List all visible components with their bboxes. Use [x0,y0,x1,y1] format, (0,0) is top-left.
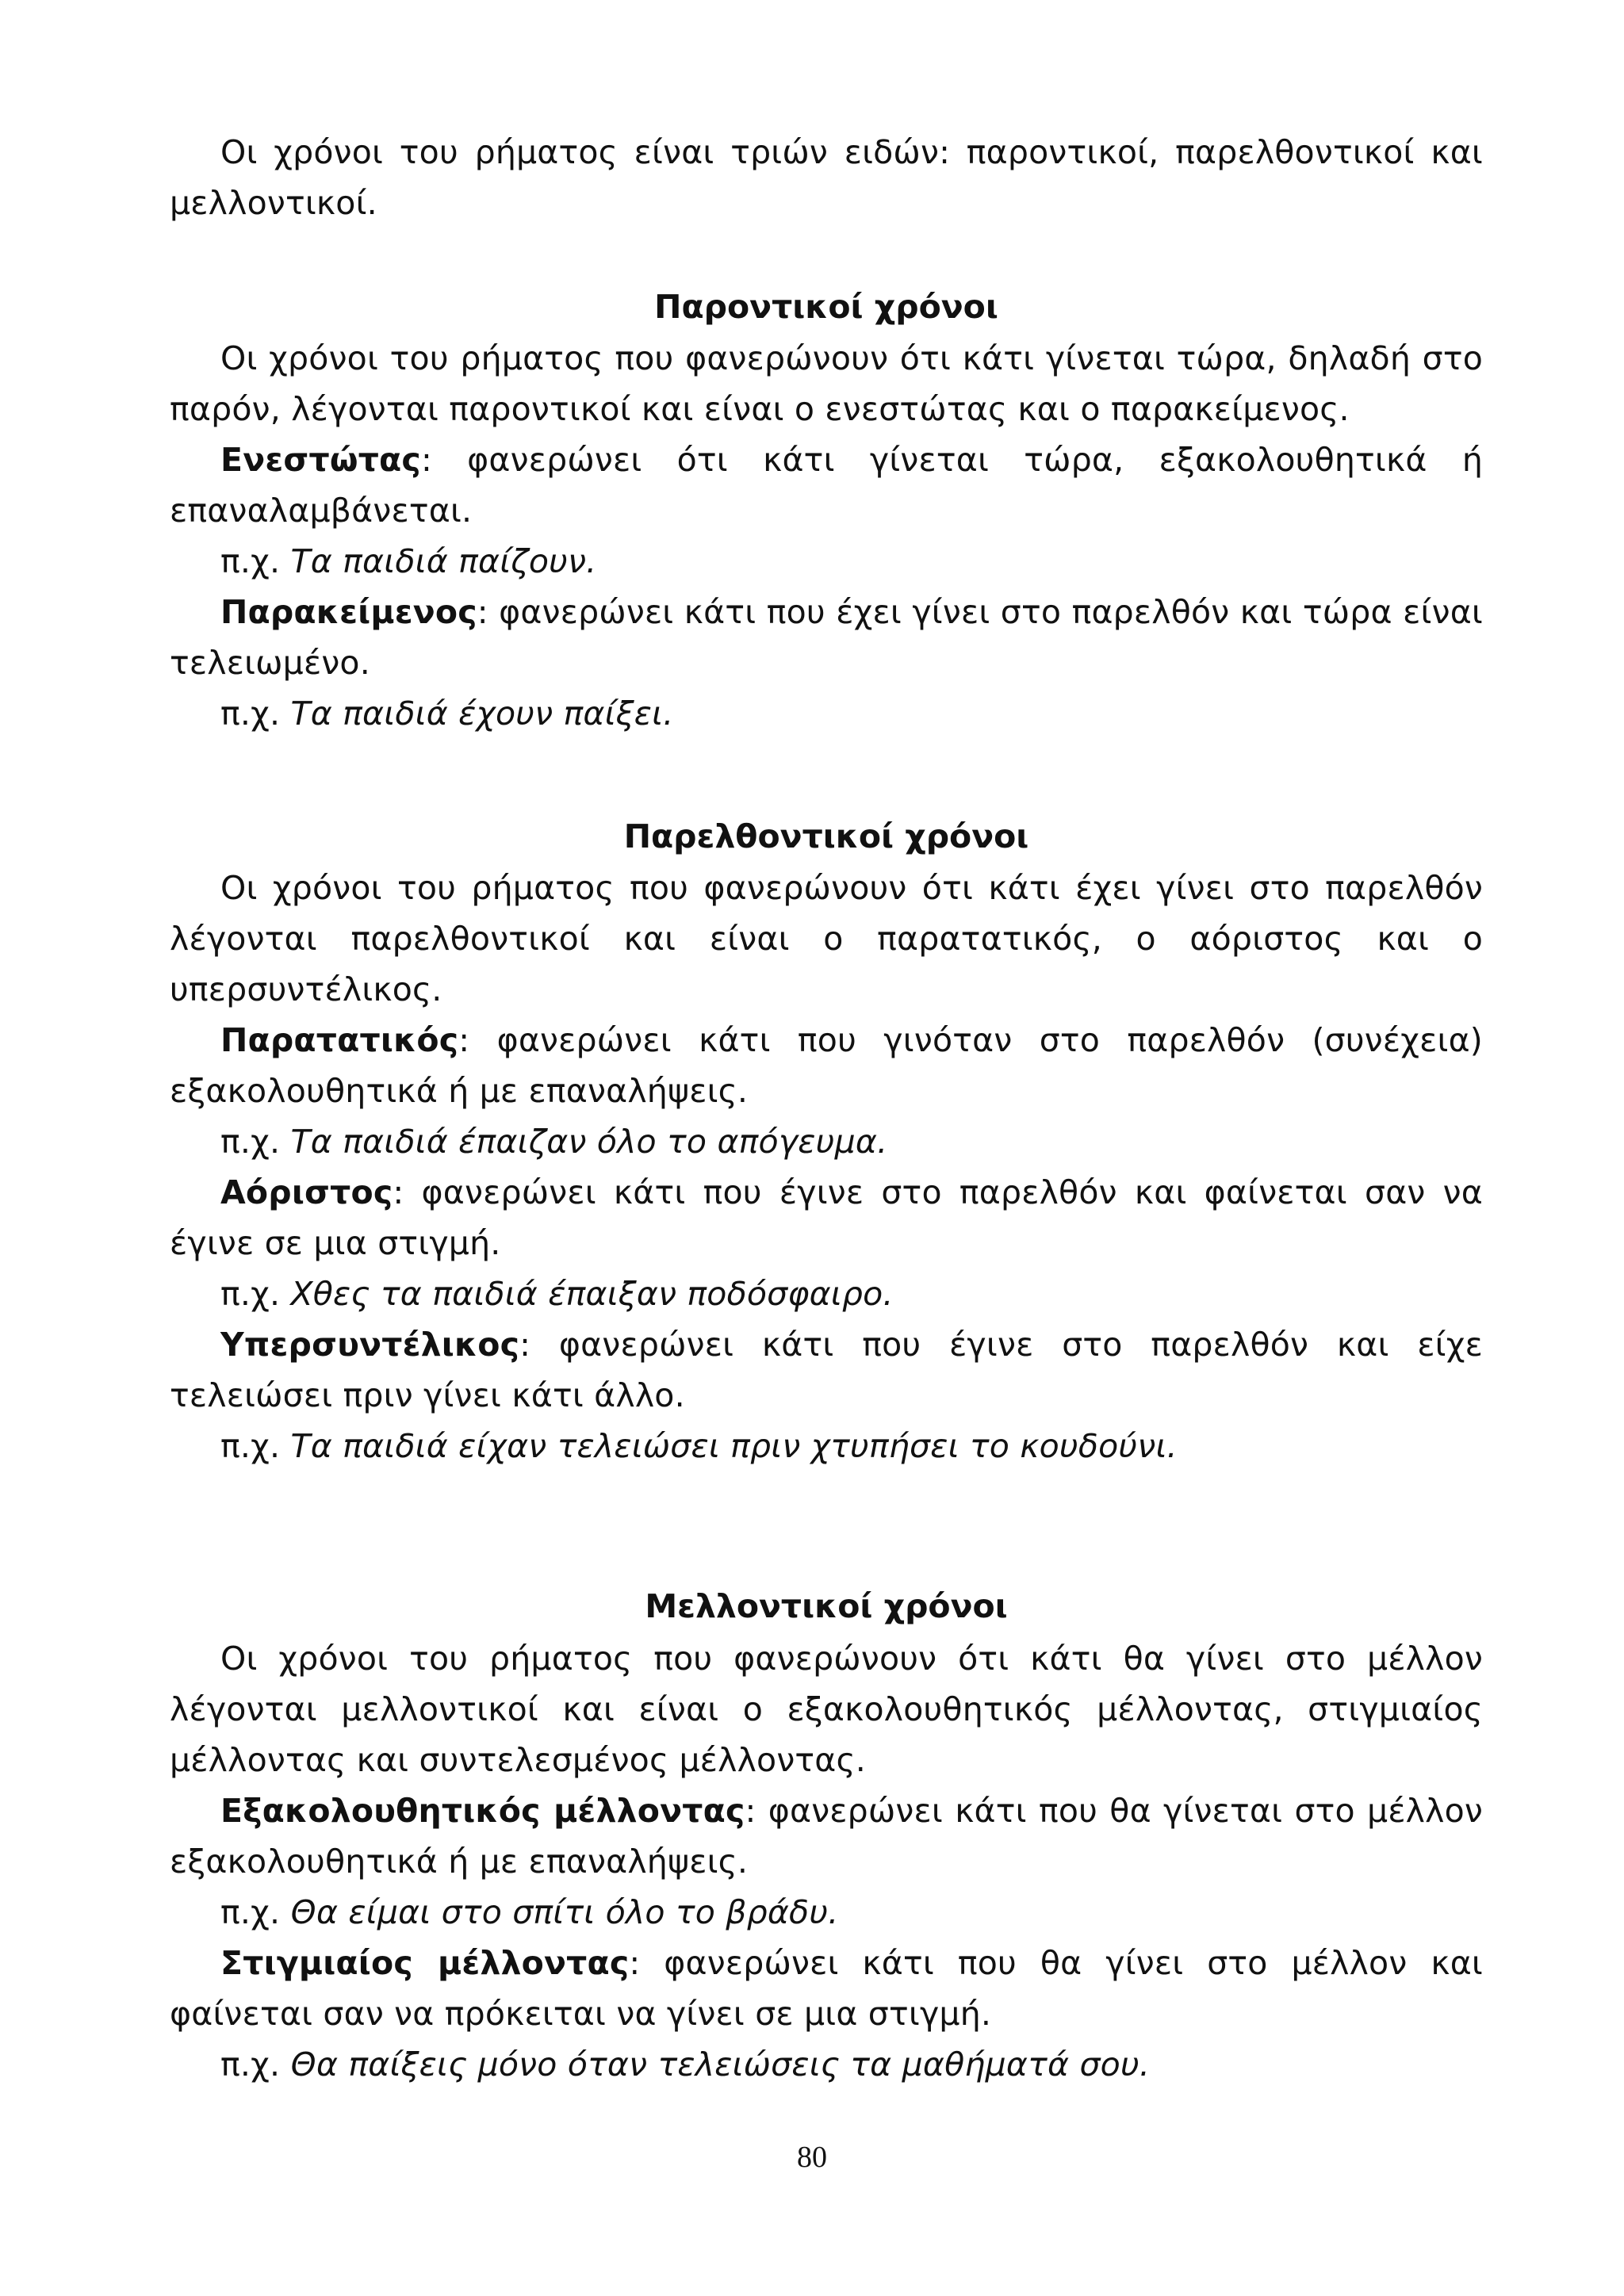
example-prefix: π.χ. [220,695,281,733]
tense-example [170,688,1483,739]
section-heading-future: Μελλοντικοί χρόνοι [645,1587,1008,1625]
tense-example [170,536,1483,587]
intro-paragraph [170,127,1483,228]
tense-def: : φανερώνει κάτι που έγινε στο παρελθόν και είχε τελειώσει πριν γίνει κάτι άλλο. [170,1326,1483,1414]
tense-definition [170,1015,1483,1116]
section-heading-present: Παροντικοί χρόνοι [654,288,998,326]
tense-definition [170,1785,1483,1887]
example-text: Θα είμαι στο σπίτι όλο το βράδυ. [290,1893,839,1931]
example-prefix: π.χ. [220,2045,281,2084]
tense-example [170,1269,1483,1319]
tense-example [170,1421,1483,1471]
example-prefix: π.χ. [220,1123,281,1161]
tense-def: : φανερώνει κάτι που έχει γίνει στο παρελθόν και τώρα είναι τελειωμένο. [170,593,1483,682]
example-prefix: π.χ. [220,1427,281,1465]
tense-def: : φανερώνει κάτι που θα γίνει στο μέλλον και φαίνεται σαν να πρόκειται να γίνει σε μια στιγμή. [170,1944,1483,2033]
tense-def: : φανερώνει ότι κάτι γίνεται τώρα, εξακολουθητικά ή επαναλαμβάνεται. [170,441,1483,530]
tense-definition [170,1319,1483,1421]
tense-term: Στιγμιαίος μέλλοντας [220,1944,630,1982]
example-text: Τα παιδιά έχουν παίξει. [290,695,674,733]
tense-example [170,1887,1483,1938]
page-number: 80 [797,2141,827,2174]
tense-definition [170,1167,1483,1269]
tense-example [170,2039,1483,2090]
section-future [170,1633,1483,2090]
tense-def: : φανερώνει κάτι που έγινε στο παρελθόν και φαίνεται σαν να έγινε σε μια στιγμή. [170,1173,1483,1262]
example-prefix: π.χ. [220,1275,281,1313]
tense-term: Παρακείμενος [220,593,477,631]
tense-definition [170,434,1483,536]
intro-text: Οι χρόνοι του ρήματος είναι τριών ειδών: παροντικοί, παρελθοντικοί και μελλοντικοί. [170,133,1483,222]
section-present [170,333,1483,739]
tense-def: : φανερώνει κάτι που θα γίνεται στο μέλλον εξακολουθητικά ή με επαναλήψεις. [170,1792,1483,1881]
tense-term: Υπερσυντέλικος [220,1326,520,1364]
tense-def: : φανερώνει κάτι που γινόταν στο παρελθόν (συνέχεια) εξακολουθητικά ή με επαναλήψεις. [170,1021,1483,1110]
tense-term: Αόριστος [220,1173,393,1211]
example-text: Τα παιδιά είχαν τελειώσει πριν χτυπήσει το κουδούνι. [290,1427,1178,1465]
section-intro: Οι χρόνοι του ρήματος που φανερώνουν ότι κάτι έχει γίνει στο παρελθόν λέγονται παρελθοντικοί και είναι ο παρατατικός, ο αόριστος και ο υπερσυντέλικος. [170,869,1483,1008]
tense-term: Ενεστώτας [220,441,421,479]
section-past [170,863,1483,1471]
tense-term: Εξακολουθητικός μέλλοντας [220,1792,745,1830]
example-prefix: π.χ. [220,1893,281,1931]
example-text: Τα παιδιά παίζουν. [290,542,597,580]
tense-definition [170,587,1483,688]
tense-definition [170,1938,1483,2039]
tense-term: Παρατατικός [220,1021,459,1059]
tense-example [170,1116,1483,1167]
example-text: Τα παιδιά έπαιζαν όλο το απόγευμα. [290,1123,888,1161]
section-intro: Οι χρόνοι του ρήματος που φανερώνουν ότι κάτι γίνεται τώρα, δηλαδή στο παρόν, λέγονται παροντικοί και είναι ο ενεστώτας και ο παρακείμενος. [170,339,1483,428]
example-text: Χθες τα παιδιά έπαιξαν ποδόσφαιρο. [290,1275,894,1313]
section-intro: Οι χρόνοι του ρήματος που φανερώνουν ότι κάτι θα γίνει στο μέλλον λέγονται μελλοντικοί και είναι ο εξακολουθητικός μέλλοντας, στιγμιαίος μέλλοντας και συντελεσμένος μέλλοντας. [170,1640,1483,1779]
example-prefix: π.χ. [220,542,281,580]
example-text: Θα παίξεις μόνο όταν τελειώσεις τα μαθήματά σου. [290,2045,1151,2084]
section-heading-past: Παρελθοντικοί χρόνοι [623,817,1029,855]
